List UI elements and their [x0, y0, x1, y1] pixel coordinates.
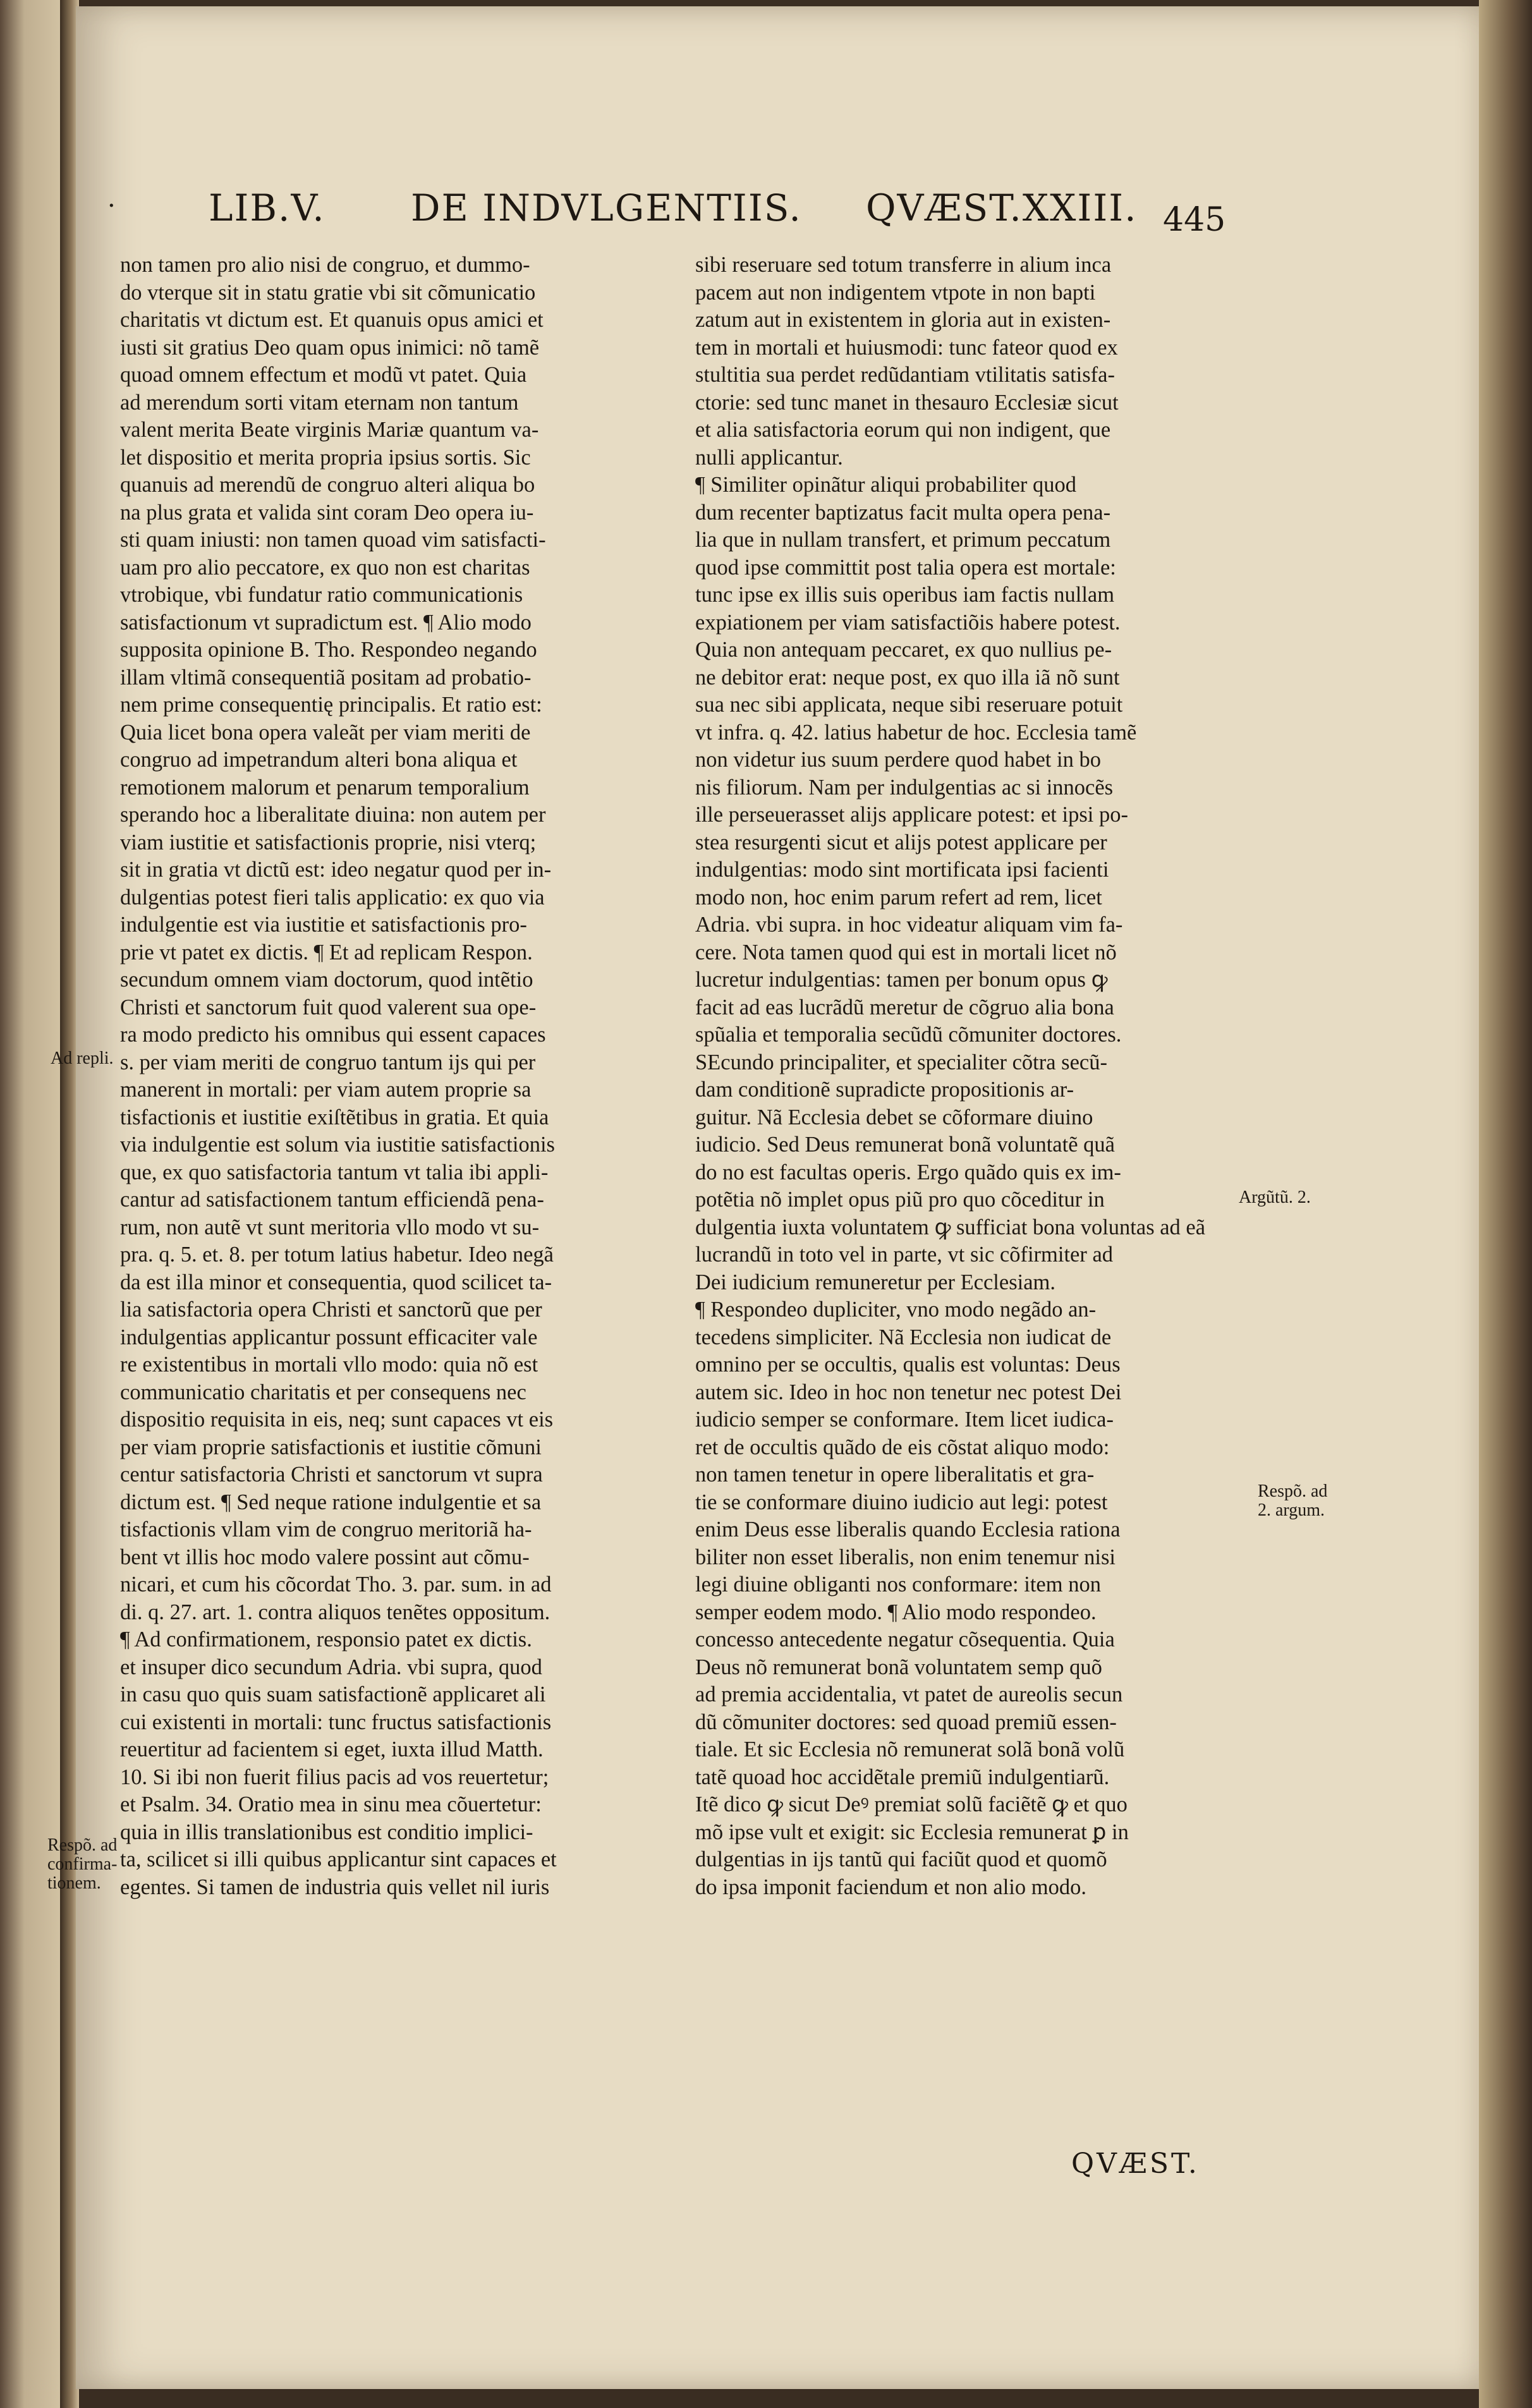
- text-line: non tamen tenetur in opere liberalitatis et gra-: [695, 1462, 1095, 1487]
- text-line: cantur ad satisfactionem tantum efficiendã pena-: [120, 1188, 544, 1212]
- text-line: ne debitor erat: neque post, ex quo illa iã nõ sunt: [695, 665, 1120, 690]
- text-line: et Psalm. 34. Oratio mea in sinu mea cõuertetur:: [120, 1792, 542, 1816]
- text-line: semper eodem modo. ¶ Alio modo respondeo.: [695, 1600, 1097, 1624]
- text-line: ad merendum sorti vitam eternam non tantum: [120, 390, 519, 415]
- catchword: QVÆST.: [1071, 2148, 1200, 2180]
- text-line: omnino per se occultis, qualis est voluntas: Deus: [695, 1353, 1121, 1377]
- margin-note-ad-replicam: Ad repli.: [51, 1049, 114, 1068]
- text-line: facit ad eas lucrãdũ meretur de cõgruo alia bona: [695, 995, 1114, 1019]
- facing-page-edge: [0, 0, 70, 2408]
- text-line: quia in illis translationibus est conditio implici-: [120, 1820, 533, 1844]
- text-line: indulgentias applicantur possunt efficaciter vale: [120, 1325, 538, 1349]
- text-line: satisfactionum vt supradictum est. ¶ Alio modo: [120, 610, 532, 635]
- text-line: da est illa minor et consequentia, quod scilicet ta-: [120, 1270, 552, 1294]
- text-line: di. q. 27. art. 1. contra aliquos tenẽtes oppositum.: [120, 1600, 550, 1624]
- page-fore-edge: [1479, 0, 1532, 2408]
- text-line: nis filiorum. Nam per indulgentias ac si innocẽs: [695, 775, 1114, 800]
- text-line: Quia non antequam peccaret, ex quo nullius pe-: [695, 638, 1112, 662]
- left-column-text: [120, 252, 689, 1901]
- text-line: vtrobique, vbi fundatur ratio communicationis: [120, 583, 523, 607]
- margin-note-line: tionem.: [47, 1873, 101, 1893]
- text-line: valent merita Beate virginis Mariæ quantum va-: [120, 418, 539, 442]
- text-line: guitur. Nã Ecclesia debet se cõformare diuino: [695, 1105, 1093, 1129]
- margin-note-line: Respõ. ad: [1258, 1481, 1328, 1501]
- text-line: charitatis vt dictum est. Et quanuis opus amici et: [120, 308, 544, 332]
- text-line: bent vt illis hoc modo valere possint aut cõmu-: [120, 1545, 530, 1569]
- text-line: sit in gratia vt dictũ est: ideo negatur quod per in-: [120, 858, 552, 882]
- text-line: cere. Nota tamen quod qui est in mortali licet nõ: [695, 940, 1117, 964]
- text-line: et insuper dico secundum Adria. vbi supra, quod: [120, 1655, 542, 1679]
- text-line: ¶ Respondeo dupliciter, vno modo negãdo an-: [695, 1298, 1097, 1322]
- text-line: na plus grata et valida sint coram Deo opera iu-: [120, 500, 534, 525]
- text-line: ¶ Ad confirmationem, responsio patet ex dictis.: [120, 1627, 532, 1651]
- text-line: dũ cõmuniter doctores: sed quoad premiũ essen-: [695, 1710, 1117, 1734]
- text-line: tunc ipse ex illis suis operibus iam factis nullam: [695, 583, 1115, 607]
- header-mark: ·: [107, 192, 117, 221]
- header-question: QVÆST.XXIII.: [866, 186, 1138, 229]
- text-line: dam conditionẽ supradicte propositionis ar-: [695, 1078, 1074, 1102]
- text-line: dulgentias potest fieri talis applicatio: ex quo via: [120, 885, 545, 909]
- header-title: DE INDVLGENTIIS.: [411, 186, 802, 229]
- text-line: non tamen pro alio nisi de congruo, et dummo-: [120, 253, 530, 277]
- text-line: Quia licet bona opera valeãt per viam meriti de: [120, 720, 531, 745]
- text-line: s. per viam meriti de congruo tantum ijs qui per: [120, 1050, 536, 1074]
- text-line: autem sic. Ideo in hoc non tenetur nec potest Dei: [695, 1380, 1122, 1404]
- text-line: vt infra. q. 42. latius habetur de hoc. Ecclesia tamẽ: [695, 720, 1137, 745]
- text-line: in casu quo quis suam satisfactionẽ applicaret ali: [120, 1682, 546, 1706]
- text-line: Adria. vbi supra. in hoc videatur aliquam vim fa-: [695, 913, 1123, 937]
- text-line: uam pro alio peccatore, ex quo non est charitas: [120, 555, 530, 580]
- text-line: tecedens simpliciter. Nã Ecclesia non iudicat de: [695, 1325, 1112, 1349]
- text-line: sperando hoc a liberalitate diuina: non autem per: [120, 803, 546, 827]
- text-line: tisfactionis vllam vim de congruo meritoriã ha-: [120, 1517, 532, 1541]
- text-line: biliter non esset liberalis, non enim tenemur nisi: [695, 1545, 1116, 1569]
- text-line: via indulgentie est solum via iustitie satisfactionis: [120, 1133, 555, 1157]
- text-line: pra. q. 5. et. 8. per totum latius habetur. Ideo negã: [120, 1243, 554, 1267]
- text-line: quod ipse committit post talia opera est mortale:: [695, 555, 1116, 580]
- text-line: lucretur indulgentias: tamen per bonum opus ꝙ: [695, 968, 1108, 992]
- text-line: do vterque sit in statu gratie vbi sit cõmunicatio: [120, 280, 536, 305]
- text-line: ta, scilicet si illi quibus applicantur sint capaces et: [120, 1847, 557, 1871]
- margin-note-line: 2. argum.: [1258, 1500, 1325, 1520]
- text-line: do no est facultas operis. Ergo quãdo quis ex im-: [695, 1160, 1121, 1184]
- text-line: tiale. Et sic Ecclesia nõ remunerat solã bonã volũ: [695, 1737, 1125, 1761]
- text-line: sti quam iniusti: non tamen quoad vim satisfacti-: [120, 528, 546, 552]
- margin-note-line: confirma-: [47, 1854, 118, 1874]
- text-line: SEcundo principaliter, et specialiter cõtra secũ-: [695, 1050, 1107, 1074]
- text-line: que, ex quo satisfactoria tantum vt talia ibi appli-: [120, 1160, 549, 1184]
- text-line: iudicio. Sed Deus remunerat bonã voluntatẽ quã: [695, 1133, 1115, 1157]
- text-line: tatẽ quoad hoc accidẽtale premiũ indulgentiarũ.: [695, 1765, 1110, 1789]
- text-line: viam iustitie et satisfactionis proprie, nisi vterq;: [120, 830, 537, 854]
- text-line: re existentibus in mortali vllo modo: quia nõ est: [120, 1353, 538, 1377]
- header-book: LIB.V.: [209, 186, 325, 229]
- text-line: ra modo predicto his omnibus qui essent capaces: [120, 1023, 546, 1047]
- margin-note-responsio-argumentum: [1258, 1482, 1327, 1520]
- folio-number: 445: [1163, 201, 1226, 239]
- text-line: ctorie: sed tunc manet in thesauro Ecclesiæ sicut: [695, 390, 1119, 415]
- text-line: communicatio charitatis et per consequens nec: [120, 1380, 526, 1404]
- text-line: Christi et sanctorum fuit quod valerent sua ope-: [120, 995, 537, 1019]
- text-line: indulgentie est via iustitie et satisfactionis pro-: [120, 913, 527, 937]
- text-line: zatum aut in existentem in gloria aut in existen-: [695, 308, 1111, 332]
- text-line: spũalia et temporalia secũdũ cõmuniter doctores.: [695, 1023, 1122, 1047]
- text-line: stultitia sua perdet redũdantiam vtilitatis satisfa-: [695, 363, 1115, 387]
- text-line: secundum omnem viam doctorum, quod intẽtio: [120, 968, 533, 992]
- text-line: non videtur ius suum perdere quod habet in bo: [695, 748, 1101, 772]
- text-line: centur satisfactoria Christi et sanctorum vt supra: [120, 1462, 543, 1487]
- text-line: Dei iudicium remuneretur per Ecclesiam.: [695, 1270, 1055, 1294]
- text-line: iudicio semper se conformare. Item licet iudica-: [695, 1408, 1114, 1432]
- text-line: per viam proprie satisfactionis et iustitie cõmuni: [120, 1435, 542, 1459]
- text-line: ¶ Similiter opinãtur aliqui probabiliter quod: [695, 473, 1076, 497]
- margin-note-responsio-confirmationem: [47, 1836, 117, 1893]
- text-line: 10. Si ibi non fuerit filius pacis ad vos reuertetur;: [120, 1765, 549, 1789]
- text-line: sibi reseruare sed totum transferre in alium inca: [695, 253, 1112, 277]
- text-line: nulli applicantur.: [695, 445, 843, 470]
- running-head: [107, 186, 1245, 237]
- text-line: dulgentias in ijs tantũ qui faciũt quod et quomõ: [695, 1847, 1107, 1871]
- text-line: nem prime consequentię principalis. Et ratio est:: [120, 693, 542, 717]
- text-line: expiationem per viam satisfactiõis habere potest.: [695, 610, 1121, 635]
- text-line: remotionem malorum et penarum temporalium: [120, 775, 530, 800]
- text-line: dum recenter baptizatus facit multa opera pena-: [695, 500, 1111, 525]
- text-line: Itẽ dico ꝙ sicut Deꝰ premiat solũ faciẽtẽ ꝙ et quo: [695, 1792, 1128, 1816]
- text-line: dispositio requisita in eis, neq; sunt capaces vt eis: [120, 1408, 554, 1432]
- margin-note-line: Respõ. ad: [47, 1835, 118, 1855]
- text-line: enim Deus esse liberalis quando Ecclesia rationa: [695, 1517, 1121, 1541]
- text-line: tie se conformare diuino iudicio aut legi: potest: [695, 1490, 1108, 1514]
- text-line: potẽtia nõ implet opus piũ pro quo cõceditur in: [695, 1188, 1105, 1212]
- text-line: cui existenti in mortali: tunc fructus satisfactionis: [120, 1710, 552, 1734]
- text-line: egentes. Si tamen de industria quis vellet nil iuris: [120, 1875, 550, 1899]
- text-line: dictum est. ¶ Sed neque ratione indulgentie et sa: [120, 1490, 542, 1514]
- text-line: tisfactionis et iustitie exiſtẽtibus in gratia. Et quia: [120, 1105, 549, 1129]
- text-line: legi diuine obliganti nos conformare: item non: [695, 1572, 1101, 1596]
- text-line: congruo ad impetrandum alteri bona aliqua et: [120, 748, 518, 772]
- text-line: quoad omnem effectum et modũ vt patet. Quia: [120, 363, 527, 387]
- text-line: Deus nõ remunerat bonã voluntatem semp quõ: [695, 1655, 1102, 1679]
- text-line: stea resurgenti sicut et alijs potest applicare per: [695, 830, 1107, 854]
- text-line: let dispositio et merita propria ipsius sortis. Sic: [120, 445, 531, 470]
- text-line: modo non, hoc enim parum refert ad rem, licet: [695, 885, 1102, 909]
- text-line: dulgentia iuxta voluntatem ꝙ sufficiat bona voluntas ad eã: [695, 1215, 1206, 1239]
- text-line: quanuis ad merendũ de congruo alteri aliqua bo: [120, 473, 535, 497]
- text-line: iusti sit gratius Deo quam opus inimici: nõ tamẽ: [120, 335, 540, 360]
- text-line: do ipsa imponit faciendum et non alio modo.: [695, 1875, 1086, 1899]
- text-line: lucrandũ in toto vel in parte, vt sic cõfirmiter ad: [695, 1243, 1114, 1267]
- text-line: ad premia accidentalia, vt patet de aureolis secun: [695, 1682, 1123, 1706]
- margin-note-argumentum: Argũtũ. 2.: [1239, 1188, 1311, 1207]
- text-line: prie vt patet ex dictis. ¶ Et ad replicam Respon.: [120, 940, 533, 964]
- text-line: supposita opinione B. Tho. Respondeo negando: [120, 638, 537, 662]
- text-line: sua nec sibi applicata, neque sibi reseruare potuit: [695, 693, 1123, 717]
- text-line: reuertitur ad facientem si eget, iuxta illud Matth.: [120, 1737, 544, 1761]
- text-line: nicari, et cum his cõcordat Tho. 3. par. sum. in ad: [120, 1572, 552, 1596]
- text-line: ille perseuerasset alijs applicare potest: et ipsi po-: [695, 803, 1128, 827]
- text-line: mõ ipse vult et exigit: sic Ecclesia remunerat ꝑ in: [695, 1820, 1129, 1844]
- text-line: manerent in mortali: per viam autem proprie sa: [120, 1078, 532, 1102]
- text-line: lia que in nullam transfert, et primum peccatum: [695, 528, 1111, 552]
- text-line: ret de occultis quãdo de eis cõstat aliquo modo:: [695, 1435, 1110, 1459]
- text-line: lia satisfactoria opera Christi et sanctorũ que per: [120, 1298, 542, 1322]
- text-line: concesso antecedente negatur cõsequentia. Quia: [695, 1627, 1115, 1651]
- text-line: pacem aut non indigentem vtpote in non bapti: [695, 280, 1096, 305]
- text-line: rum, non autẽ vt sunt meritoria vllo modo vt su-: [120, 1215, 540, 1239]
- right-column-text: [695, 252, 1220, 1901]
- text-line: illam vltimã consequentiã positam ad probatio-: [120, 665, 532, 690]
- text-line: indulgentias: modo sint mortificata ipsi facienti: [695, 858, 1109, 882]
- text-line: et alia satisfactoria eorum qui non indigent, que: [695, 418, 1111, 442]
- text-line: tem in mortali et huiusmodi: tunc fateor quod ex: [695, 335, 1118, 360]
